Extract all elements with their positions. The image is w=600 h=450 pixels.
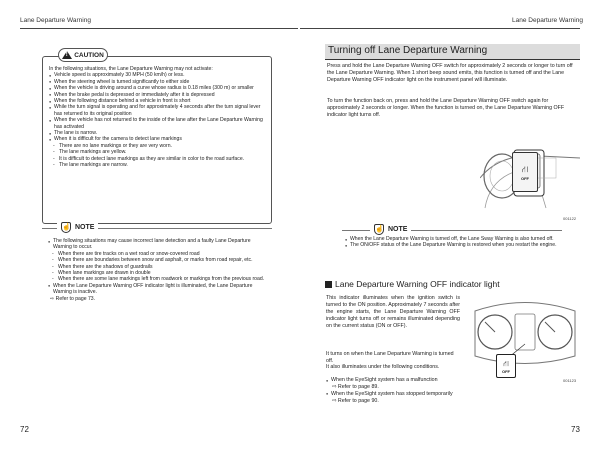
note-hand-icon: ☝: [375, 226, 384, 233]
note-item: ● When the Lane Departure Warning is turned off, the Lane Sway Warning is also turned off.: [345, 236, 560, 242]
note-box-left: [42, 230, 272, 320]
caution-subitem: - It is difficult to detect lane markings as they are similar in color to the road surface.: [49, 156, 266, 162]
indicator-para2: It turns on when the Lane Departure Warning is turned off.: [326, 351, 454, 364]
note-subitem: - When lane markings are drawn in double: [48, 270, 267, 276]
caution-item: ● Vehicle speed is approximately 30 MPH (50 km/h) or less.: [49, 72, 266, 78]
left-header-rule: [20, 28, 298, 29]
instrument-cluster-illustration: [470, 296, 580, 374]
caution-item: ● While the turn signal is operating and for approximately 4 seconds after the turn signal lever has returned to its original position: [49, 104, 266, 117]
turning-off-title: Turning off Lane Departure Warning: [325, 44, 580, 59]
page-reference: ⇨ Refer to page 90.: [332, 397, 379, 404]
lane-departure-off-indicator: [496, 354, 516, 378]
caution-subitem: - The lane markings are yellow.: [49, 149, 266, 155]
note-header-left: [57, 221, 98, 234]
right-page-number: 73: [571, 425, 580, 434]
left-running-header: Lane Departure Warning: [20, 17, 91, 24]
lane-car-icon: ⛙: [521, 163, 529, 174]
caution-subitem: - The lane markings are narrow.: [49, 162, 266, 168]
caution-item: ● When the steering wheel is turned significantly to either side: [49, 79, 266, 85]
note-subitem: - When there are boundaries between snow and asphalt, or marks from road repair, etc.: [48, 257, 267, 263]
caution-label: [58, 48, 108, 62]
caution-intro: In the following situations, the Lane Departure Warning may not activate:: [49, 66, 213, 72]
caution-item: ● The lane is narrow.: [49, 130, 266, 136]
figure-caption: 001122: [563, 216, 577, 221]
indicator-item: ● When the EyeSight system has stopped temporarily: [326, 391, 460, 398]
caution-item: ● When the following distance behind a vehicle in front is short: [49, 98, 266, 104]
note-subitem: - When there are the shadows of guardrails: [48, 264, 267, 270]
instrument-cluster-figure: [470, 296, 580, 374]
indicator-item: ● When the EyeSight system has a malfunction: [326, 377, 460, 384]
indicator-condition-list: [326, 377, 460, 405]
indicator-section-title: [325, 279, 500, 289]
lane-car-icon: ⛙: [503, 358, 509, 368]
turning-off-para2: To turn the function back on, press and hold the Lane Departure Warning OFF switch again for approximately 2 seconds or longer. When the function is turned on, the Lane Departure Warning OFF indicator light turns off.: [327, 98, 565, 118]
section-square-icon: [325, 281, 332, 288]
note-subitem: - When there are some lane markings left from roadwork or markings from the previous road.: [48, 276, 267, 282]
page-reference: ⇨ Refer to page 89.: [332, 383, 379, 390]
note-item: ● When the Lane Departure Warning OFF indicator light is illuminated, the Lane Departure Warning is inactive.: [48, 283, 267, 296]
switch-label: OFF: [521, 175, 529, 181]
indicator-title-text: Lane Departure Warning OFF indicator light: [335, 279, 500, 289]
lane-departure-off-switch: [512, 152, 538, 192]
right-running-header: Lane Departure Warning: [512, 17, 583, 24]
turning-off-para1: Press and hold the Lane Departure Warning OFF switch for approximately 2 seconds or longer to turn off the Lane Departure Warning. When 1 short beep sound emits, this function is turned off and the Lane Departure Warning OFF indicator light on the instrument panel will illuminate.: [327, 63, 573, 83]
caution-item: ● When the vehicle has not returned to the inside of the lane after the Lane Departure Warning has activated: [49, 117, 266, 130]
note-header-right: [370, 223, 411, 236]
caution-subitem: - There are no lane markings or they are very worn.: [49, 143, 266, 149]
note-label: NOTE: [388, 226, 408, 233]
note-hand-icon: ☝: [62, 224, 71, 231]
indicator-para1: This indicator illuminates when the ignition switch is turned to the ON position. Approximately 7 seconds after the engine starts, the Lane Departure Warning OFF indicator light turns off or remains illuminated depending on the current status (ON or OFF).: [326, 295, 460, 329]
figure-caption: 001123: [563, 378, 577, 383]
note-item: ● The following situations may cause incorrect lane detection and a faulty Lane Departure Warning to occur.: [48, 238, 267, 251]
section-rule: [325, 59, 580, 60]
caution-label-text: CAUTION: [74, 51, 104, 59]
warning-triangle-icon: [62, 51, 72, 59]
page-reference: ⇨ Refer to page 73.: [50, 295, 96, 302]
indicator-label: OFF: [502, 368, 510, 374]
note-box-right: [345, 236, 560, 249]
right-header-rule: [300, 28, 580, 29]
left-page-number: 72: [20, 425, 29, 434]
caution-box: [42, 56, 272, 224]
caution-item: ● When the vehicle is driving around a curve whose radius is 0.18 miles (300 m) or smaller: [49, 85, 266, 91]
caution-item: ● When it is difficult for the camera to detect lane markings: [49, 136, 266, 142]
note-item: ● The ON/OFF status of the Lane Departure Warning is restored when you restart the engine.: [345, 242, 560, 248]
note-label: NOTE: [75, 224, 95, 231]
note-subitem: - When there are tire tracks on a wet road or snow-covered road: [48, 251, 267, 257]
indicator-para3: It also illuminates under the following conditions.: [326, 364, 440, 370]
caution-item: ● When the brake pedal is depressed or immediately after it is depressed: [49, 92, 266, 98]
